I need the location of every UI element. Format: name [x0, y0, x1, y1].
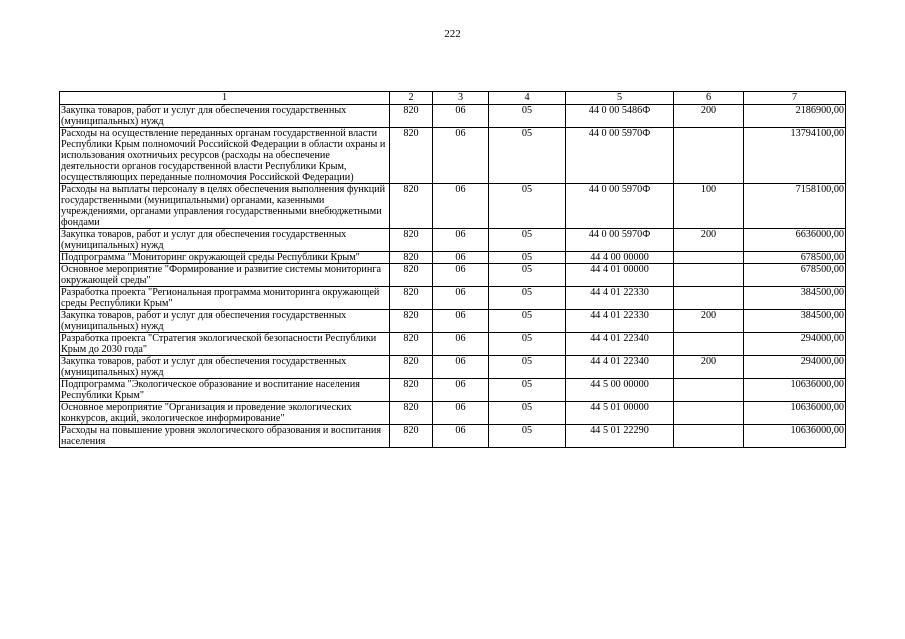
row-name: Закупка товаров, работ и услуг для обеспечения государственных (муниципальных) нужд [60, 105, 390, 128]
row-name: Закупка товаров, работ и услуг для обеспечения государственных (муниципальных) нужд [60, 229, 390, 252]
row-sum: 10636000,00 [744, 402, 846, 425]
row-name: Основное мероприятие "Организация и проведение экологических конкурсов, акций, экологическое информирование" [60, 402, 390, 425]
row-name: Разработка проекта "Стратегия экологической безопасности Республики Крым до 2030 года" [60, 333, 390, 356]
row-ved: 820 [390, 425, 433, 448]
row-ved: 820 [390, 333, 433, 356]
table-row [60, 252, 846, 264]
column-header: 7 [744, 92, 846, 105]
row-sum: 294000,00 [744, 333, 846, 356]
row-rz: 06 [433, 105, 489, 128]
row-pr: 05 [489, 379, 566, 402]
row-rz: 06 [433, 402, 489, 425]
row-pr: 05 [489, 105, 566, 128]
row-rz: 06 [433, 184, 489, 229]
column-header: 6 [674, 92, 744, 105]
row-vr: 200 [674, 310, 744, 333]
row-csr: 44 4 00 00000 [566, 252, 674, 264]
row-pr: 05 [489, 128, 566, 184]
row-ved: 820 [390, 356, 433, 379]
row-pr: 05 [489, 264, 566, 287]
row-vr: 200 [674, 105, 744, 128]
row-name: Подпрограмма "Экологическое образование и воспитание населения Республики Крым" [60, 379, 390, 402]
header-row [60, 92, 846, 105]
row-rz: 06 [433, 379, 489, 402]
row-ved: 820 [390, 379, 433, 402]
page-number: 222 [444, 28, 461, 40]
row-name: Подпрограмма "Мониторинг окружающей среды Республики Крым" [60, 252, 390, 264]
row-csr: 44 4 01 00000 [566, 264, 674, 287]
table-row [60, 128, 846, 184]
row-pr: 05 [489, 425, 566, 448]
row-csr: 44 4 01 22330 [566, 310, 674, 333]
row-rz: 06 [433, 310, 489, 333]
row-sum: 294000,00 [744, 356, 846, 379]
row-pr: 05 [489, 356, 566, 379]
row-ved: 820 [390, 105, 433, 128]
row-csr: 44 0 00 5970Ф [566, 128, 674, 184]
row-name: Разработка проекта "Региональная программа мониторинга окружающей среды Республики Крым" [60, 287, 390, 310]
row-vr: 200 [674, 229, 744, 252]
row-vr [674, 333, 744, 356]
column-header: 1 [60, 92, 390, 105]
column-header: 3 [433, 92, 489, 105]
row-rz: 06 [433, 229, 489, 252]
row-name: Закупка товаров, работ и услуг для обеспечения государственных (муниципальных) нужд [60, 310, 390, 333]
row-vr: 200 [674, 356, 744, 379]
row-sum: 384500,00 [744, 287, 846, 310]
column-header: 4 [489, 92, 566, 105]
row-sum: 10636000,00 [744, 425, 846, 448]
row-vr [674, 252, 744, 264]
column-header: 5 [566, 92, 674, 105]
row-vr [674, 379, 744, 402]
row-name: Расходы на повышение уровня экологического образования и воспитания населения [60, 425, 390, 448]
column-header: 2 [390, 92, 433, 105]
row-sum: 10636000,00 [744, 379, 846, 402]
row-csr: 44 0 00 5486Ф [566, 105, 674, 128]
row-sum: 2186900,00 [744, 105, 846, 128]
row-sum: 6636000,00 [744, 229, 846, 252]
row-pr: 05 [489, 310, 566, 333]
row-pr: 05 [489, 184, 566, 229]
row-rz: 06 [433, 333, 489, 356]
budget-table [59, 91, 846, 448]
row-csr: 44 5 01 00000 [566, 402, 674, 425]
row-pr: 05 [489, 252, 566, 264]
row-vr [674, 264, 744, 287]
row-name: Расходы на осуществление переданных органам государственной власти Республики Крым полномочий Российской Федерации в области охраны и использования охотничьих ресурсов (расходы на обеспечение деятельности органов государственной власти Республики Крым, осуществляющих переданные полномочия Российской Федерации) [60, 128, 390, 184]
table-row [60, 425, 846, 448]
row-csr: 44 5 00 00000 [566, 379, 674, 402]
row-csr: 44 4 01 22330 [566, 287, 674, 310]
row-sum: 13794100,00 [744, 128, 846, 184]
table-row [60, 402, 846, 425]
table-row [60, 379, 846, 402]
row-pr: 05 [489, 287, 566, 310]
row-vr [674, 128, 744, 184]
row-ved: 820 [390, 229, 433, 252]
row-csr: 44 4 01 22340 [566, 333, 674, 356]
row-ved: 820 [390, 310, 433, 333]
row-vr [674, 287, 744, 310]
table-row [60, 333, 846, 356]
row-ved: 820 [390, 402, 433, 425]
row-pr: 05 [489, 402, 566, 425]
row-name: Расходы на выплаты персоналу в целях обеспечения выполнения функций государственными (муниципальными) органами, казенными учреждениями, органами управления государственными внебюджетными фондами [60, 184, 390, 229]
row-pr: 05 [489, 333, 566, 356]
row-rz: 06 [433, 264, 489, 287]
row-sum: 678500,00 [744, 264, 846, 287]
table-row [60, 264, 846, 287]
row-vr [674, 402, 744, 425]
row-csr: 44 4 01 22340 [566, 356, 674, 379]
table-row [60, 356, 846, 379]
table-row [60, 184, 846, 229]
row-ved: 820 [390, 287, 433, 310]
row-sum: 678500,00 [744, 252, 846, 264]
row-ved: 820 [390, 128, 433, 184]
row-ved: 820 [390, 252, 433, 264]
row-rz: 06 [433, 128, 489, 184]
row-ved: 820 [390, 264, 433, 287]
row-vr [674, 425, 744, 448]
table-row [60, 310, 846, 333]
row-csr: 44 5 01 22290 [566, 425, 674, 448]
row-sum: 384500,00 [744, 310, 846, 333]
row-csr: 44 0 00 5970Ф [566, 229, 674, 252]
row-sum: 7158100,00 [744, 184, 846, 229]
row-rz: 06 [433, 287, 489, 310]
table-row [60, 287, 846, 310]
row-csr: 44 0 00 5970Ф [566, 184, 674, 229]
row-ved: 820 [390, 184, 433, 229]
row-rz: 06 [433, 356, 489, 379]
row-name: Закупка товаров, работ и услуг для обеспечения государственных (муниципальных) нужд [60, 356, 390, 379]
row-rz: 06 [433, 252, 489, 264]
row-vr: 100 [674, 184, 744, 229]
table-row [60, 229, 846, 252]
table-row [60, 105, 846, 128]
row-pr: 05 [489, 229, 566, 252]
row-rz: 06 [433, 425, 489, 448]
row-name: Основное мероприятие "Формирование и развитие системы мониторинга окружающей среды" [60, 264, 390, 287]
